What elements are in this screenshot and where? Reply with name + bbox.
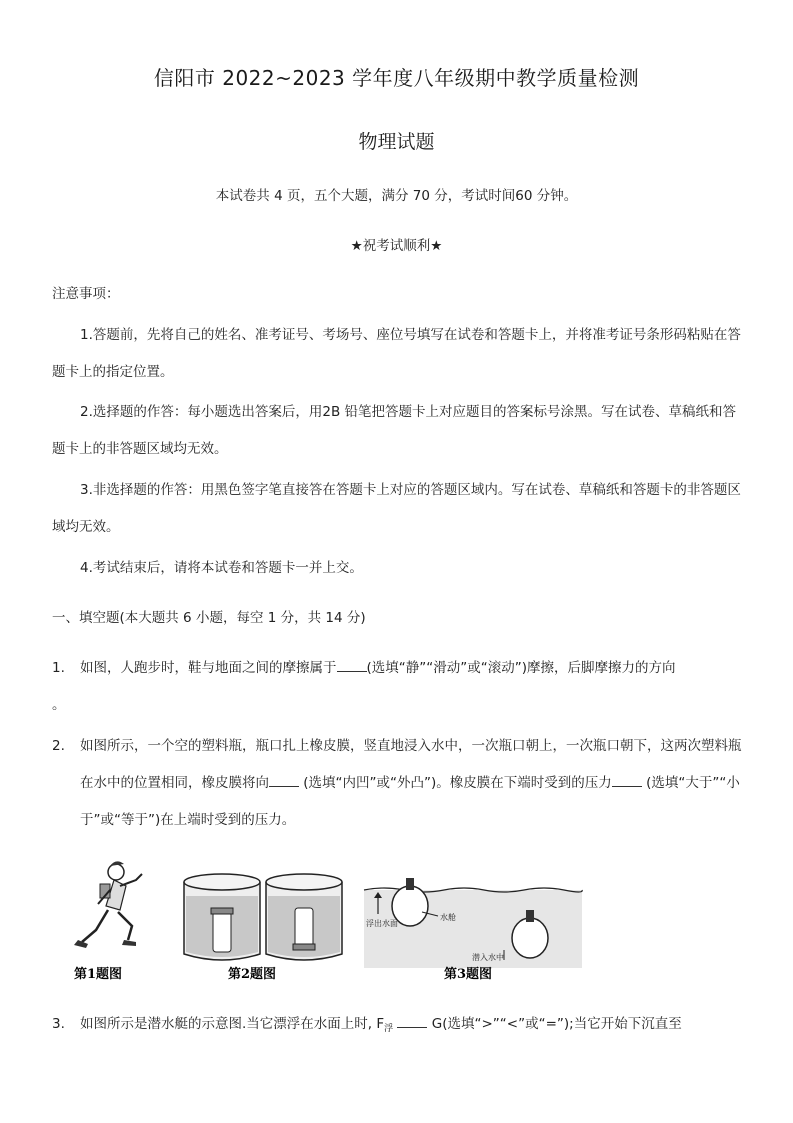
beaker-right [266, 874, 342, 960]
answer-blank[interactable] [269, 774, 299, 787]
question-number: 3. [52, 1016, 65, 1032]
question-number: 2. [52, 738, 65, 754]
figure-caption-2: 第2题图 [228, 967, 277, 982]
fig3-label: 浮出水面 [366, 919, 398, 928]
question-text: (选填“内凹”或“外凸”)。橡皮膜在下端时受到的压力 [299, 775, 612, 791]
answer-blank[interactable] [337, 659, 367, 672]
exam-info: 本试卷共 4 页，五个大题，满分 70 分，考试时间60 分钟。 [215, 188, 578, 204]
exam-title: 信阳市 2022~2023 学年度八年级期中教学质量检测 [153, 66, 640, 90]
notes-heading: 注意事项： [52, 286, 120, 302]
note-item-4: 4.考试结束后，请将本试卷和答题卡一并上交。 [80, 560, 363, 576]
fig3-label: 水舱 [440, 913, 456, 922]
submarine-figure [364, 878, 582, 968]
question-3 [52, 1006, 742, 1048]
question-text: 。 [52, 697, 66, 713]
question-text: G(选填“>”“<”或“=”);当它开始下沉直至 [431, 1016, 682, 1032]
question-2 [52, 728, 742, 839]
question-text: 如图，人跑步时，鞋与地面之间的摩擦属于 [80, 660, 337, 676]
section-heading: 一、填空题(本大题共 6 小题，每空 1 分，共 14 分) [52, 610, 366, 626]
note-item-2: 2.选择题的作答：每小题选出答案后，用2B 铅笔把答题卡上对应题目的答案标号涂黑。写在试卷、草稿纸和答题卡上的非答题区域均无效。 [52, 404, 737, 457]
fig3-label: 潜入水中 [472, 953, 504, 962]
figures-row [52, 856, 752, 986]
question-text: 如图所示，一个空的塑料瓶，瓶口扎上橡皮膜，竖直地浸入水中，一次瓶口朝上，一次瓶口朝下，这两次塑料瓶在水中的位置相同，橡皮膜将向 [80, 738, 742, 791]
figure-caption-3: 第3题图 [444, 967, 493, 982]
answer-blank[interactable] [397, 1015, 427, 1028]
exam-wish: ★祝考试顺利★ [350, 238, 443, 254]
question-1 [52, 650, 742, 724]
answer-blank[interactable] [612, 774, 642, 787]
question-number: 1. [52, 660, 65, 676]
subscript-text: 浮 [384, 1024, 394, 1034]
runner-figure [74, 861, 142, 948]
question-text: 如图所示是潜水艇的示意图.当它漂浮在水面上时, F [80, 1016, 385, 1032]
beaker-left [184, 874, 260, 960]
figure-caption-1: 第1题图 [74, 967, 123, 982]
question-text: (选填“静”“滑动”或“滚动”)摩擦，后脚摩擦力的方向 [366, 660, 676, 676]
note-item-3: 3.非选择题的作答：用黑色签字笔直接答在答题卡上对应的答题区域内。写在试卷、草稿纸和答题卡的非答题区域均无效。 [52, 482, 741, 535]
note-item-1: 1.答题前，先将自己的姓名、准考证号、考场号、座位号填写在试卷和答题卡上，并将准考证号条形码粘贴在答题卡上的指定位置。 [52, 327, 741, 380]
exam-subtitle: 物理试题 [358, 131, 435, 153]
question-text: (选填“大于”“小于”或“等于”)在上端时受到的压力。 [80, 775, 740, 828]
